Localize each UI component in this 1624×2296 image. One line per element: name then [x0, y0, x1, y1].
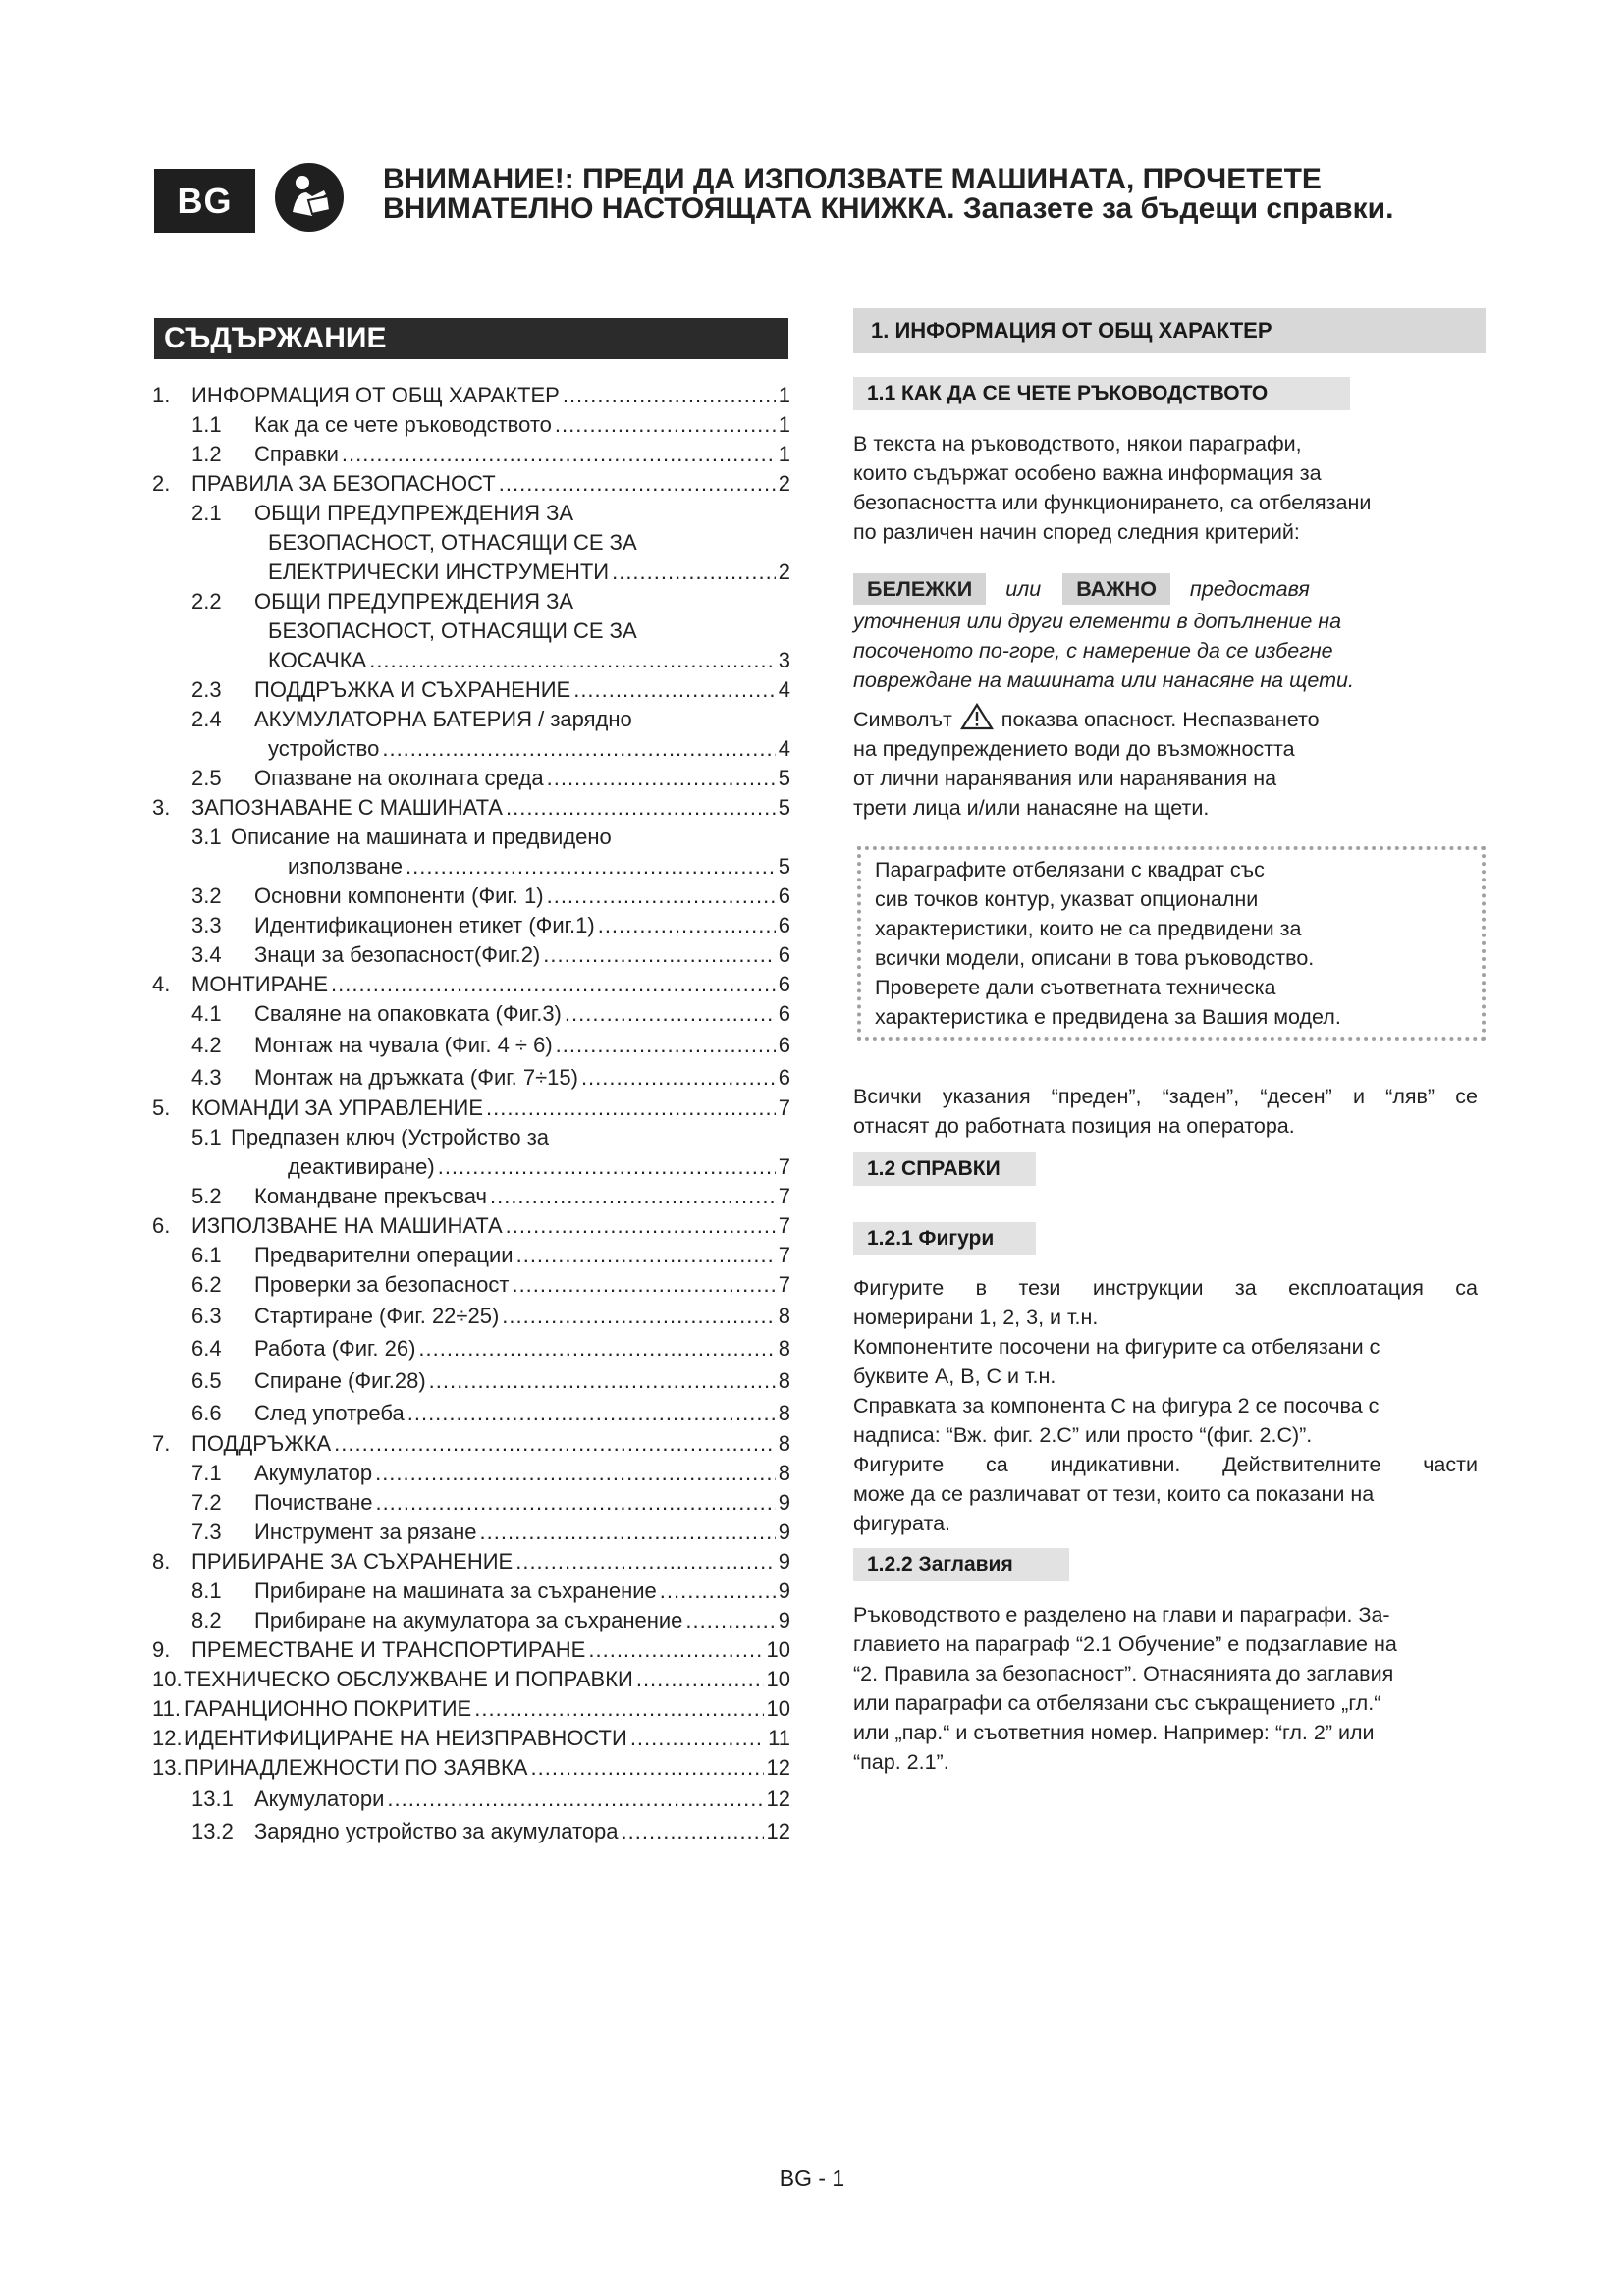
toc-leader-dots — [531, 1753, 764, 1783]
toc-entry-title: АКУМУЛАТОРНА БАТЕРИЯ / зарядно — [254, 707, 632, 731]
toc-leader-dots — [547, 764, 776, 793]
toc-leader-dots — [565, 999, 776, 1029]
text-line: “2. Правила за безопасност”. Отнасянията до заглавия — [853, 1662, 1394, 1685]
toc-entry-page: 8 — [778, 1461, 790, 1485]
text-line: уточнения или други елементи в допълнение на — [853, 610, 1342, 633]
notes-paragraph — [853, 571, 1491, 695]
toc-leader-dots — [474, 1694, 763, 1724]
symbol-paragraph — [853, 703, 1491, 823]
toc-entry-page: 9 — [778, 1578, 790, 1603]
toc-entry-number: 6.2 — [191, 1272, 222, 1297]
toc-entry-title: ПРАВИЛА ЗА БЕЗОПАСНОСТ — [191, 471, 496, 496]
toc-entry-number: 6. — [152, 1213, 171, 1238]
toc-entry-number: 6.1 — [191, 1243, 222, 1267]
toc-entry-title: Почистване — [254, 1490, 373, 1515]
toc-entry-title: Командване прекъсвач — [254, 1184, 487, 1208]
toc-entry[interactable] — [152, 1300, 790, 1332]
toc-entry-title: ИНФОРМАЦИЯ ОТ ОБЩ ХАРАКТЕР — [191, 383, 560, 407]
toc-entry-number: 7.3 — [191, 1520, 222, 1544]
toc-leader-dots — [369, 646, 776, 675]
toc-leader-dots — [685, 1606, 775, 1635]
directions-paragraph — [853, 1082, 1478, 1141]
toc-entry-number: 2.2 — [191, 589, 222, 614]
toc-entry[interactable] — [152, 1606, 790, 1635]
toc-leader-dots — [375, 1459, 776, 1488]
toc-leader-dots — [502, 1300, 775, 1332]
toc-entry[interactable] — [152, 940, 790, 970]
toc-entry[interactable] — [152, 1753, 790, 1783]
toc-entry-title: Прибиране на машината за съхранение — [254, 1578, 657, 1603]
toc-entry-page: 6 — [778, 1001, 790, 1026]
text-line: по различен начин според следния критерий: — [853, 520, 1300, 544]
toc-entry-page: 11 — [768, 1726, 790, 1750]
toc-entry-number: 5.1 — [191, 1125, 222, 1149]
toc-entry[interactable] — [152, 1061, 790, 1094]
toc-leader-dots — [382, 734, 775, 764]
toc-entry-title: Прибиране на акумулатора за съхранение — [254, 1608, 683, 1632]
text-line: от лични наранявания или наранявания на — [853, 767, 1277, 790]
toc-entry-page: 6 — [778, 942, 790, 967]
toc-entry[interactable] — [152, 646, 790, 675]
toc-entry-title: Предпазен ключ (Устройство за — [231, 1125, 550, 1149]
toc-entry-number: 7.1 — [191, 1461, 222, 1485]
toc-leader-dots — [563, 381, 776, 410]
optional-features-box — [857, 846, 1486, 1041]
toc-leader-dots — [543, 940, 775, 970]
toc-entry-number: 4.1 — [191, 1001, 222, 1026]
toc-leader-dots — [547, 881, 776, 911]
toc-entry-number: 1. — [152, 383, 171, 407]
toc-leader-dots — [581, 1061, 776, 1094]
toc-entry-page: 7 — [778, 1272, 790, 1297]
toc-leader-dots — [490, 1182, 776, 1211]
toc-entry[interactable] — [152, 1547, 790, 1576]
toc-entry-title: ИЗПОЛЗВАНЕ НА МАШИНАТА — [191, 1213, 503, 1238]
toc-entry[interactable] — [152, 999, 790, 1029]
toc-entry-number: 6.4 — [191, 1336, 222, 1361]
toc-entry-number: 3.3 — [191, 913, 222, 937]
toc-entry[interactable] — [152, 1783, 790, 1815]
toc-entry[interactable] — [152, 705, 790, 734]
toc-entry-number: 3.1 — [191, 825, 222, 849]
toc-leader-dots — [438, 1152, 776, 1182]
text-line: или параграфи са отбелязани със съкращението „гл.“ — [853, 1691, 1381, 1715]
toc-entry-page: 4 — [778, 736, 790, 761]
toc-entry-page: 9 — [778, 1490, 790, 1515]
toc-leader-dots — [555, 410, 776, 440]
toc-entry-title: ПРИБИРАНЕ ЗА СЪХРАНЕНИЕ — [191, 1549, 514, 1574]
toc-entry-number: 9. — [152, 1637, 171, 1662]
toc-entry-title: използване — [288, 854, 404, 879]
toc-leader-dots — [429, 1364, 776, 1397]
toc-entry[interactable] — [152, 1576, 790, 1606]
toc-entry-number: 4. — [152, 972, 171, 996]
toc-entry[interactable] — [152, 1694, 790, 1724]
text-line: Всички указания “преден”, “заден”, “десен” и “ляв” се — [853, 1085, 1478, 1108]
toc-entry-number: 11. — [152, 1696, 181, 1721]
toc-entry-title: Как да се чете ръководството — [254, 412, 552, 437]
toc-entry[interactable] — [152, 764, 790, 793]
text-line: характеристики, които не са предвидени за — [875, 917, 1302, 940]
notes-label: БЕЛЕЖКИ — [853, 573, 986, 605]
toc-entry-title: устройство — [268, 736, 380, 761]
toc-entry-number: 1.1 — [191, 412, 222, 437]
toc-entry-page: 4 — [778, 677, 790, 702]
toc-entry[interactable] — [152, 1364, 790, 1397]
text-line: или „пар.“ и съответния номер. Например: “гл. 2” или — [853, 1721, 1375, 1744]
toc-entry-number: 4.3 — [191, 1065, 222, 1090]
toc-entry-page: 12 — [766, 1755, 790, 1780]
important-label: ВАЖНО — [1062, 573, 1170, 605]
toc-entry-page: 8 — [778, 1304, 790, 1328]
toc-entry-title: ИДЕНТИФИЦИРАНЕ НА НЕИЗПРАВНОСТИ — [184, 1726, 627, 1750]
text-line: номерирани 1, 2, 3, и т.н. — [853, 1306, 1099, 1329]
toc-entry-title: Знаци за безопасност(Фиг.2) — [254, 942, 541, 967]
toc-entry-page: 10 — [766, 1696, 790, 1721]
toc-entry-number: 2.4 — [191, 707, 222, 731]
text-line: буквите А, В, С и т.н. — [853, 1364, 1056, 1388]
toc-entry[interactable] — [152, 558, 790, 587]
toc-entry-title: Инструмент за рязане — [254, 1520, 477, 1544]
toc-entry-title: Проверки за безопасност — [254, 1272, 510, 1297]
toc-entry-title: Стартиране (Фиг. 22÷25) — [254, 1304, 500, 1328]
toc-entry[interactable] — [152, 1488, 790, 1518]
toc-entry-title: КОСАЧКА — [268, 648, 367, 672]
toc-entry-title: Описание на машината и предвидено — [231, 825, 612, 849]
text-line: всички модели, описани в това ръководство. — [875, 946, 1315, 970]
toc-leader-dots — [573, 675, 776, 705]
toc-entry[interactable] — [152, 1211, 790, 1241]
toc-leader-dots — [499, 469, 776, 499]
toc-entry[interactable] — [152, 616, 790, 646]
toc-entry-title: ОБЩИ ПРЕДУПРЕЖДЕНИЯ ЗА — [254, 589, 574, 614]
text-line: главието на параграф “2.1 Обучение” е подзаглавие на — [853, 1632, 1397, 1656]
toc-entry-page: 1 — [778, 412, 790, 437]
toc-entry[interactable] — [152, 1094, 790, 1123]
toc-entry[interactable] — [152, 440, 790, 469]
toc-entry-number: 3. — [152, 795, 171, 820]
toc-entry-number: 3.4 — [191, 942, 222, 967]
toc-entry[interactable] — [152, 1182, 790, 1211]
text-line: характеристика е предвидена за Вашия модел. — [875, 1005, 1341, 1029]
toc-entry-number: 5.2 — [191, 1184, 222, 1208]
toc-entry-title: Акумулатор — [254, 1461, 373, 1485]
toc-entry[interactable] — [152, 469, 790, 499]
toc-entry-page: 6 — [778, 1065, 790, 1090]
toc-entry-number: 10. — [152, 1667, 183, 1691]
toc-leader-dots — [342, 440, 776, 469]
text-line: надписа: “Вж. фиг. 2.С” или просто “(фиг. 2.С)”. — [853, 1423, 1313, 1447]
toc-leader-dots — [387, 1783, 763, 1815]
toc-leader-dots — [612, 558, 776, 587]
toc-entry[interactable] — [152, 852, 790, 881]
toc-entry-page: 6 — [778, 883, 790, 908]
text-line: Справката за компонента С на фигура 2 се посочва с — [853, 1394, 1380, 1417]
toc-entry-title: Сваляне на опаковката (Фиг.3) — [254, 1001, 562, 1026]
toc-entry-page: 8 — [778, 1401, 790, 1425]
toc-entry[interactable] — [152, 1635, 790, 1665]
toc-entry-title: Основни компоненти (Фиг. 1) — [254, 883, 544, 908]
toc-entry-number: 5. — [152, 1095, 171, 1120]
toc-leader-dots — [556, 1029, 776, 1061]
toc-entry-title: Акумулатори — [254, 1787, 385, 1811]
toc-entry-title: МОНТИРАНЕ — [191, 972, 329, 996]
toc-entry[interactable] — [152, 1429, 790, 1459]
toc-entry-title: Идентификационен етикет (Фиг.1) — [254, 913, 595, 937]
text-line: фигурата. — [853, 1512, 951, 1535]
toc-entry-title: Опазване на околната среда — [254, 766, 544, 790]
manual-reading-icon — [273, 161, 346, 234]
text-segment: Символът — [853, 708, 952, 731]
toc-leader-dots — [407, 1397, 776, 1429]
toc-leader-dots — [512, 1270, 775, 1300]
toc-entry[interactable] — [152, 1815, 790, 1847]
toc-entry[interactable] — [152, 1241, 790, 1270]
text-line: Компонентите посочени на фигурите са отбелязани с — [853, 1335, 1380, 1359]
toc-entry-title: БЕЗОПАСНОСТ, ОТНАСЯЩИ СЕ ЗА — [268, 530, 637, 555]
text-line: трети лица и/или нанасяне на щети. — [853, 796, 1210, 820]
toc-entry-title: Предварителни операции — [254, 1243, 514, 1267]
toc-entry-page: 10 — [766, 1667, 790, 1691]
toc-entry-page: 6 — [778, 1033, 790, 1057]
toc-leader-dots — [622, 1815, 764, 1847]
toc-leader-dots — [660, 1576, 776, 1606]
toc-leader-dots — [480, 1518, 776, 1547]
toc-leader-dots — [375, 1488, 775, 1518]
toc-entry-number: 13. — [152, 1755, 183, 1780]
text-line: Ръководството е разделено на глави и параграфи. За- — [853, 1603, 1390, 1627]
toc-entry-number: 2.3 — [191, 677, 222, 702]
intro-paragraph — [853, 429, 1491, 547]
toc-entry-title: Справки — [254, 442, 339, 466]
text-line: “пар. 2.1”. — [853, 1750, 949, 1774]
text-line: повреждане на машината или нанасяне на щети. — [853, 668, 1354, 692]
toc-entry-title: деактивиране) — [288, 1154, 435, 1179]
text-line: Проверете дали съответната техническа — [875, 976, 1276, 999]
toc-leader-dots — [516, 1241, 776, 1270]
toc-leader-dots — [418, 1332, 775, 1364]
toc-leader-dots — [506, 793, 776, 823]
header-title-line: ВНИМАНИЕ!: ПРЕДИ ДА ИЗПОЛЗВАТЕ МАШИНАТА, ПРОЧЕТЕТЕ — [383, 163, 1322, 195]
toc-entry-title: ПОДДРЪЖКА И СЪХРАНЕНИЕ — [254, 677, 571, 702]
toc-entry-page: 9 — [778, 1608, 790, 1632]
toc-entry-title: ПРЕМЕСТВАНЕ И ТРАНСПОРТИРАНЕ — [191, 1637, 586, 1662]
toc-entry[interactable] — [152, 1332, 790, 1364]
language-badge: BG — [154, 169, 255, 233]
toc-entry[interactable] — [152, 499, 790, 528]
toc-entry-title: КОМАНДИ ЗА УПРАВЛЕНИЕ — [191, 1095, 484, 1120]
toc-entry[interactable] — [152, 1397, 790, 1429]
text-line: посоченото по-горе, с намерение да се избегне — [853, 639, 1333, 663]
text-line: Фигурите са индикативни. Действителните части — [853, 1453, 1478, 1476]
toc-entry[interactable] — [152, 587, 790, 616]
section-1-2-1-heading: 1.2.1 Фигури — [853, 1222, 1036, 1255]
toc-title: СЪДЪРЖАНИЕ — [154, 318, 788, 359]
toc-leader-dots — [486, 1094, 776, 1123]
toc-entry-page: 3 — [778, 648, 790, 672]
toc-entry-page: 10 — [766, 1637, 790, 1662]
toc-leader-dots — [506, 1211, 776, 1241]
toc-entry-page: 9 — [778, 1549, 790, 1574]
toc-entry-number: 7.2 — [191, 1490, 222, 1515]
or-word: или — [1005, 577, 1042, 601]
toc-entry-title: След употреба — [254, 1401, 405, 1425]
toc-entry-page: 6 — [778, 913, 790, 937]
toc-entry[interactable] — [152, 1152, 790, 1182]
toc-entry-number: 12. — [152, 1726, 183, 1750]
toc-entry-number: 8. — [152, 1549, 171, 1574]
toc-entry[interactable] — [152, 734, 790, 764]
toc-entry-page: 7 — [778, 1243, 790, 1267]
table-of-contents — [152, 381, 790, 1847]
toc-entry-page: 2 — [778, 560, 790, 584]
toc-entry-page: 7 — [778, 1213, 790, 1238]
toc-entry-title: Спиране (Фиг.28) — [254, 1368, 426, 1393]
toc-entry-number: 3.2 — [191, 883, 222, 908]
text-line: които съдържат особено важна информация за — [853, 461, 1322, 485]
toc-leader-dots — [588, 1635, 763, 1665]
text-line: Фигурите в тези инструкции за експлоатация са — [853, 1276, 1478, 1300]
toc-entry-number: 8.1 — [191, 1578, 222, 1603]
toc-entry-number: 2. — [152, 471, 171, 496]
text-line: сив точков контур, указват опционални — [875, 887, 1259, 911]
toc-leader-dots — [406, 852, 776, 881]
toc-entry-title: ТЕХНИЧЕСКО ОБСЛУЖВАНЕ И ПОПРАВКИ — [184, 1667, 633, 1691]
warning-triangle-icon — [960, 703, 994, 730]
toc-entry[interactable] — [152, 675, 790, 705]
toc-leader-dots — [636, 1665, 764, 1694]
toc-leader-dots — [630, 1724, 765, 1753]
text-segment: предоставя — [1189, 577, 1310, 601]
toc-entry-title: Монтаж на чувала (Фиг. 4 ÷ 6) — [254, 1033, 553, 1057]
toc-entry[interactable] — [152, 970, 790, 999]
toc-entry-page: 12 — [766, 1787, 790, 1811]
section-1-1-heading: 1.1 КАК ДА СЕ ЧЕТЕ РЪКОВОДСТВОТО — [853, 377, 1350, 410]
toc-entry-page: 1 — [778, 442, 790, 466]
toc-entry-title: ЗАПОЗНАВАНЕ С МАШИНАТА — [191, 795, 503, 820]
toc-entry[interactable] — [152, 911, 790, 940]
toc-entry-page: 8 — [778, 1431, 790, 1456]
toc-entry-title: Работа (Фиг. 26) — [254, 1336, 416, 1361]
section-1-2-2-heading: 1.2.2 Заглавия — [853, 1548, 1069, 1581]
text-segment: показва опасност. Неспазването — [1001, 708, 1320, 731]
toc-entry-number: 6.6 — [191, 1401, 222, 1425]
toc-leader-dots — [334, 1429, 776, 1459]
toc-entry[interactable] — [152, 381, 790, 410]
toc-entry-page: 5 — [778, 854, 790, 879]
text-line: на предупреждението води до възможността — [853, 737, 1295, 761]
header-title-line: ВНИМАТЕЛНО НАСТОЯЩАТА КНИЖКА. Запазете за бъдещи справки. — [383, 192, 1394, 225]
toc-entry-number: 8.2 — [191, 1608, 222, 1632]
toc-entry-page: 9 — [778, 1520, 790, 1544]
toc-entry-title: Монтаж на дръжката (Фиг. 7÷15) — [254, 1065, 578, 1090]
toc-entry-page: 8 — [778, 1336, 790, 1361]
text-line: Параграфите отбелязани с квадрат със — [875, 858, 1265, 881]
toc-entry-number: 1.2 — [191, 442, 222, 466]
text-line: отнасят до работната позиция на оператора. — [853, 1114, 1295, 1138]
toc-entry[interactable] — [152, 528, 790, 558]
toc-entry[interactable] — [152, 1459, 790, 1488]
toc-entry-number: 7. — [152, 1431, 171, 1456]
toc-leader-dots — [515, 1547, 776, 1576]
toc-entry[interactable] — [152, 1518, 790, 1547]
toc-leader-dots — [598, 911, 776, 940]
toc-entry[interactable] — [152, 1123, 790, 1152]
toc-entry-page: 5 — [778, 795, 790, 820]
toc-entry-page: 8 — [778, 1368, 790, 1393]
toc-entry-page: 12 — [766, 1819, 790, 1843]
toc-entry-title: ПОДДРЪЖКА — [191, 1431, 332, 1456]
text-line: безопасността или функционирането, са отбелязани — [853, 491, 1372, 514]
toc-entry[interactable] — [152, 823, 790, 852]
toc-entry[interactable] — [152, 1270, 790, 1300]
toc-entry-page: 7 — [778, 1154, 790, 1179]
toc-entry-page: 5 — [778, 766, 790, 790]
toc-entry[interactable] — [152, 1724, 790, 1753]
text-line: В текста на ръководството, някои параграфи, — [853, 432, 1302, 455]
toc-entry-number: 13.1 — [191, 1787, 234, 1811]
toc-entry[interactable] — [152, 881, 790, 911]
toc-entry-number: 2.5 — [191, 766, 222, 790]
toc-entry-title: ЕЛЕКТРИЧЕСКИ ИНСТРУМЕНТИ — [268, 560, 610, 584]
toc-entry-page: 2 — [778, 471, 790, 496]
toc-entry[interactable] — [152, 793, 790, 823]
toc-entry-number: 13.2 — [191, 1819, 234, 1843]
page-number: BG - 1 — [779, 2165, 845, 2191]
header-warning-title — [383, 165, 1512, 224]
toc-entry-number: 6.3 — [191, 1304, 222, 1328]
figures-paragraph — [853, 1273, 1478, 1538]
toc-entry-page: 6 — [778, 972, 790, 996]
toc-entry[interactable] — [152, 1665, 790, 1694]
section-1-heading: 1. ИНФОРМАЦИЯ ОТ ОБЩ ХАРАКТЕР — [853, 308, 1486, 353]
toc-entry-number: 4.2 — [191, 1033, 222, 1057]
toc-entry-page: 1 — [778, 383, 790, 407]
toc-leader-dots — [331, 970, 776, 999]
toc-entry-title: Зарядно устройство за акумулатора — [254, 1819, 619, 1843]
toc-entry-page: 7 — [778, 1095, 790, 1120]
toc-entry-number: 2.1 — [191, 501, 222, 525]
toc-entry-page: 7 — [778, 1184, 790, 1208]
section-1-2-heading: 1.2 СПРАВКИ — [853, 1152, 1036, 1186]
toc-entry[interactable] — [152, 410, 790, 440]
toc-entry-title: ПРИНАДЛЕЖНОСТИ ПО ЗАЯВКА — [184, 1755, 528, 1780]
toc-entry-title: ОБЩИ ПРЕДУПРЕЖДЕНИЯ ЗА — [254, 501, 574, 525]
text-line: може да се различават от тези, които са показани на — [853, 1482, 1375, 1506]
toc-entry-title: БЕЗОПАСНОСТ, ОТНАСЯЩИ СЕ ЗА — [268, 618, 637, 643]
headings-paragraph — [853, 1600, 1491, 1777]
toc-entry-title: ГАРАНЦИОННО ПОКРИТИЕ — [184, 1696, 472, 1721]
toc-entry-number: 6.5 — [191, 1368, 222, 1393]
toc-entry[interactable] — [152, 1029, 790, 1061]
